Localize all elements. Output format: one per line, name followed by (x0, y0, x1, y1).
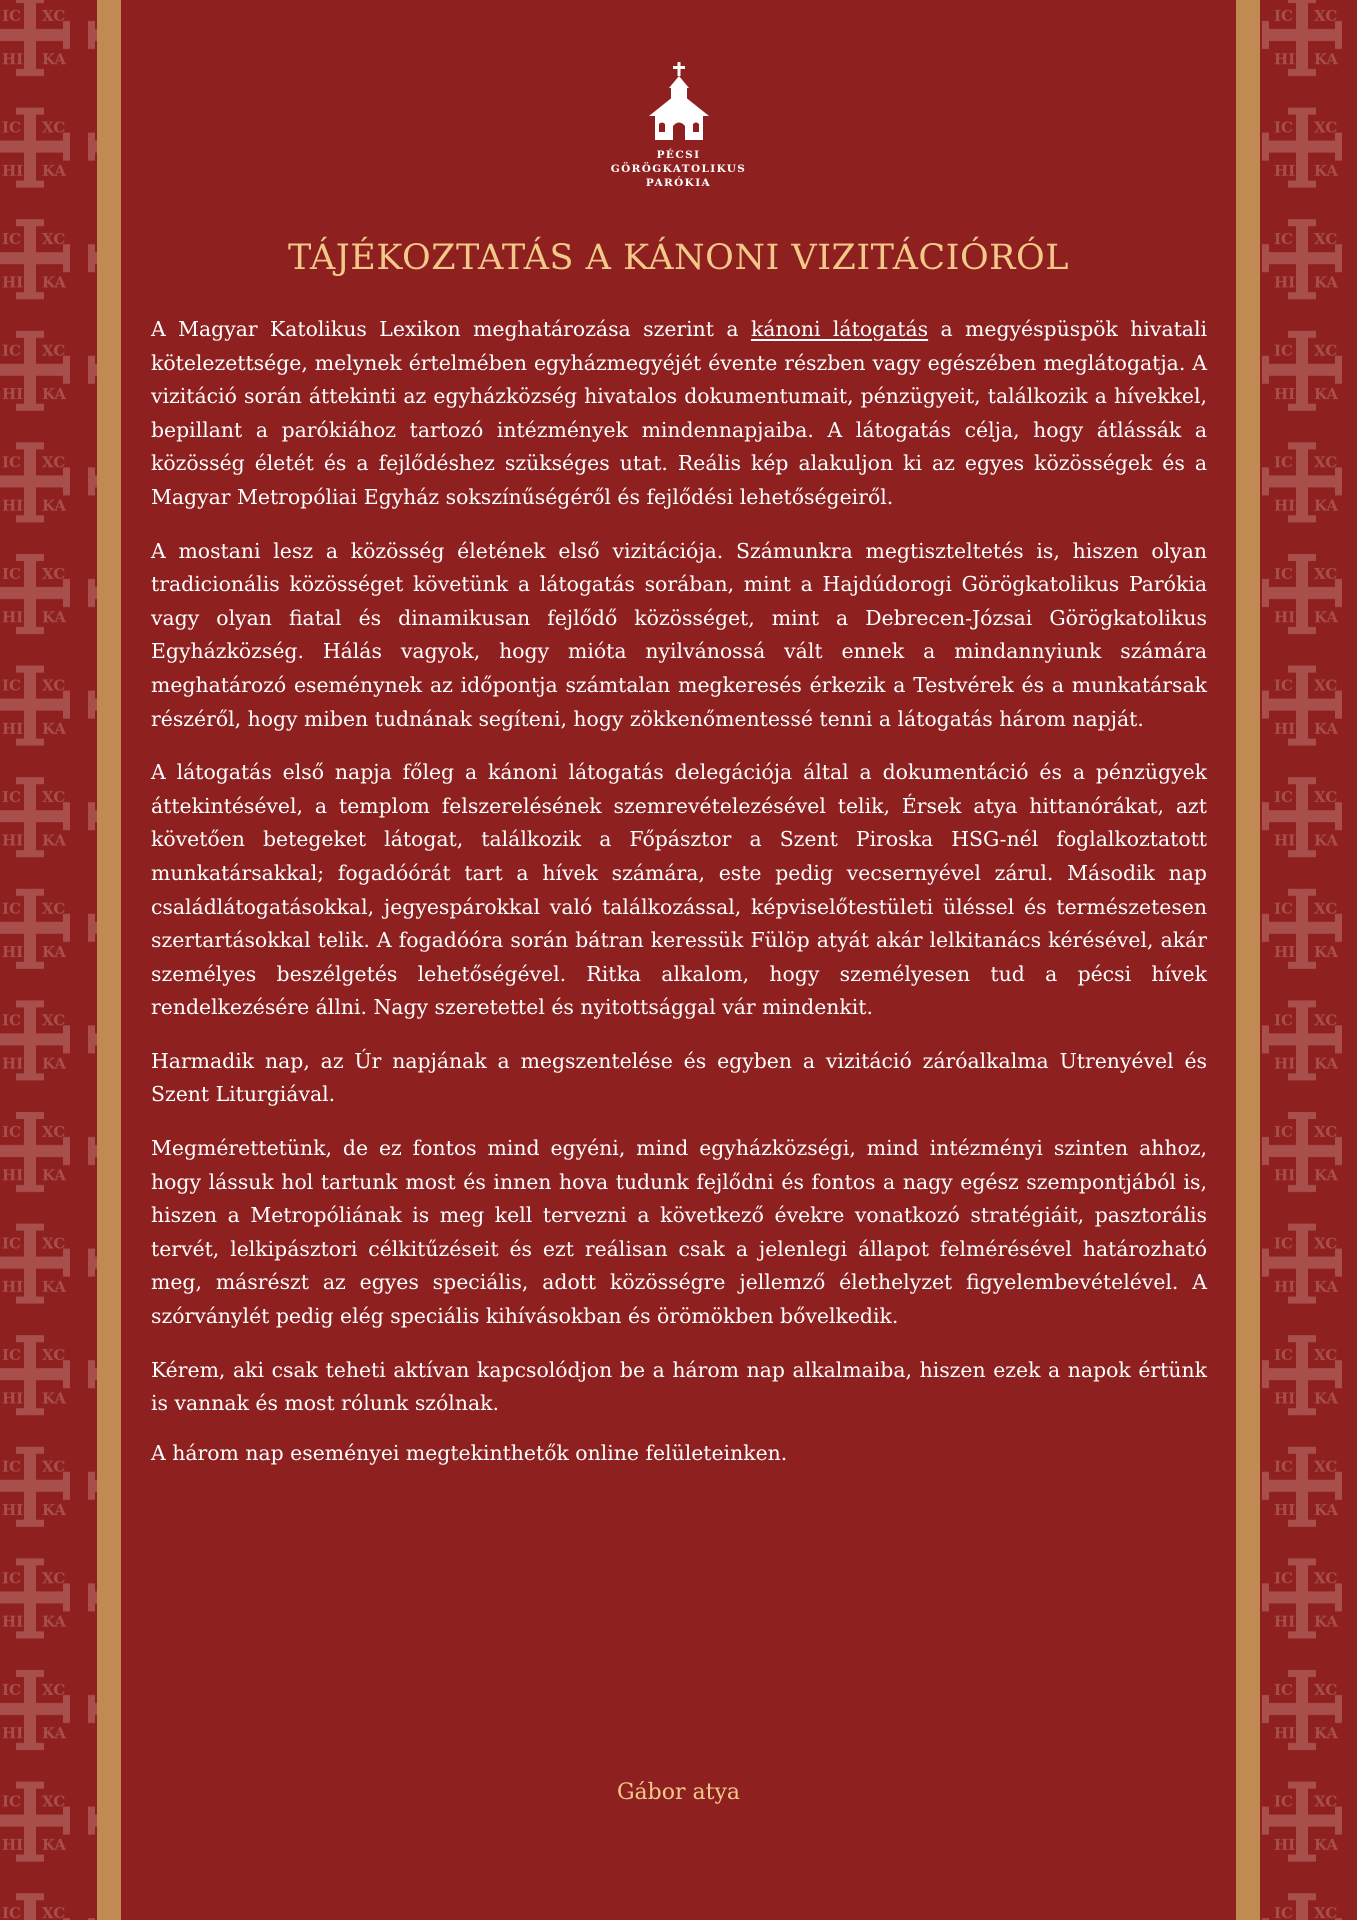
logo-line-3: PARÓKIA (645, 177, 712, 189)
cross-pattern (1260, 0, 1357, 1920)
paragraph-2: A mostani lesz a közösség életének első vizitációja. Számunkra megtiszteltetés is, hiszen olyan tradicionális közösséget követünk a látogatás sorában, mint a Hajdúdorogi Görögkatolikus Parókia vagy olyan fiatal és dinamikusan fejlődő közösséget, mint a Debrecen-Józsai Görögkatolikus Egyházközség. Hálás vagyok, hogy mióta nyilvánossá vált ennek a mindannyiunk számára meghatározó eseménynek az időpontja számtalan megkeresés érkezik a Testvérek és a munkatársak részéről, hogy miben tudnának segíteni, hogy zökkenőmentessé tenni a látogatás három napját. (151, 538, 1207, 731)
paragraph-3: A látogatás első napja főleg a kánoni látogatás delegációja által a dokumentáció és a pénzügyek áttekintésével, a templom felszerelésének szemrevételezésével telik, Érsek atya hittanórákat, azt követően betegeket látogat, találkozik a Főpásztor a Szent Piroska HSG-nél foglalkoztatott munkatársakkal; fogadóórát tart a hívek számára, este pedig vecsernyével zárul. Második nap családlátogatásokkal, jegyespárokkal való találkozással, képviselőtestületi üléssel és természetesen szertartásokkal telik. A fogadóóra során bátran keressük Fülöp atyát akár lelkitanács kérésével, akár személyes beszélgetés lehetőségével. Ritka alkalom, hogy személyesen tud a pécsi hívek rendelkezésére állni. Nagy szeretettel és nyitottsággal vár mindenkit. (151, 760, 1207, 1020)
right-gold-strip (1236, 0, 1260, 1920)
kanoni-latogatas-link[interactable]: kánoni látogatás (750, 317, 929, 341)
logo-line-2: GÖRÖGKATOLIKUS (610, 163, 747, 175)
page-title: TÁJÉKOZTATÁS A KÁNONI VIZITÁCIÓRÓL (288, 238, 1069, 278)
paragraph-4: Harmadik nap, az Úr napjának a megszentelése és egyben a vizitáció záróalkalma Utrenyével és Szent Liturgiával. (151, 1048, 1207, 1107)
paragraph-5: Megmérettetünk, de ez fontos mind egyéni, mind egyházközségi, mind intézményi szinten ahhoz, hogy lássuk hol tartunk most és innen hova tudunk fejlődni és fontos a nagy egész szempontjából is, hiszen a Metropóliának is meg kell tervezni a következő évekre vonatkozó stratégiáit, pasztorális tervét, lelkipásztori célkitűzéseit és ezt reálisan csak a jelenlegi állapot felmérésével határozható meg, másrészt az egyes speciális, adott közösségre jellemző élethelyzet figyelembevételével. A szórványlét pedig elég speciális kihívásokban és örömökben bővelkedik. (151, 1136, 1207, 1329)
right-cross-border (1260, 0, 1357, 1920)
paragraph-7: A három nap eseményei megtekinthetők online felületeinken. (151, 1440, 788, 1465)
article-body (151, 313, 1207, 1490)
main-content (121, 0, 1236, 1920)
logo-line-1: PÉCSI (656, 149, 701, 161)
paragraph-1-start: A Magyar Katolikus Lexikon meghatározása szerint a (151, 317, 751, 341)
paragraph-1-end: a megyéspüspök hivatali kötelezettsége, melynek értelmében egyházmegyéjét évente részben vagy egészében meglátogatja. A vizitáció során áttekinti az egyházközség hivatalos dokumentumait, pénzügyeit, találkozik a hívekkel, bepillant a parókiához tartozó intézmények mindennapjaiba. A látogatás célja, hogy átlássák a közösség életét és a fejlődéshez szükséges utat. Reális kép alakuljon ki az egyes közösségek és a Magyar Metropóliai Egyház sokszínűségéről és fejlődési lehetőségeiről. (151, 317, 1208, 509)
signature: Gábor atya (616, 1780, 741, 1805)
church-icon (647, 62, 711, 142)
parish-logo (121, 62, 1236, 190)
left-gold-strip (97, 0, 121, 1920)
paragraph-6: Kérem, aki csak teheti aktívan kapcsolódjon be a három nap alkalmaiba, hiszen ezek a napok értünk is vannak és most rólunk szólnak. (151, 1357, 1207, 1416)
cross-pattern (0, 0, 97, 1920)
paragraph-1 (151, 313, 1207, 515)
left-cross-border (0, 0, 97, 1920)
